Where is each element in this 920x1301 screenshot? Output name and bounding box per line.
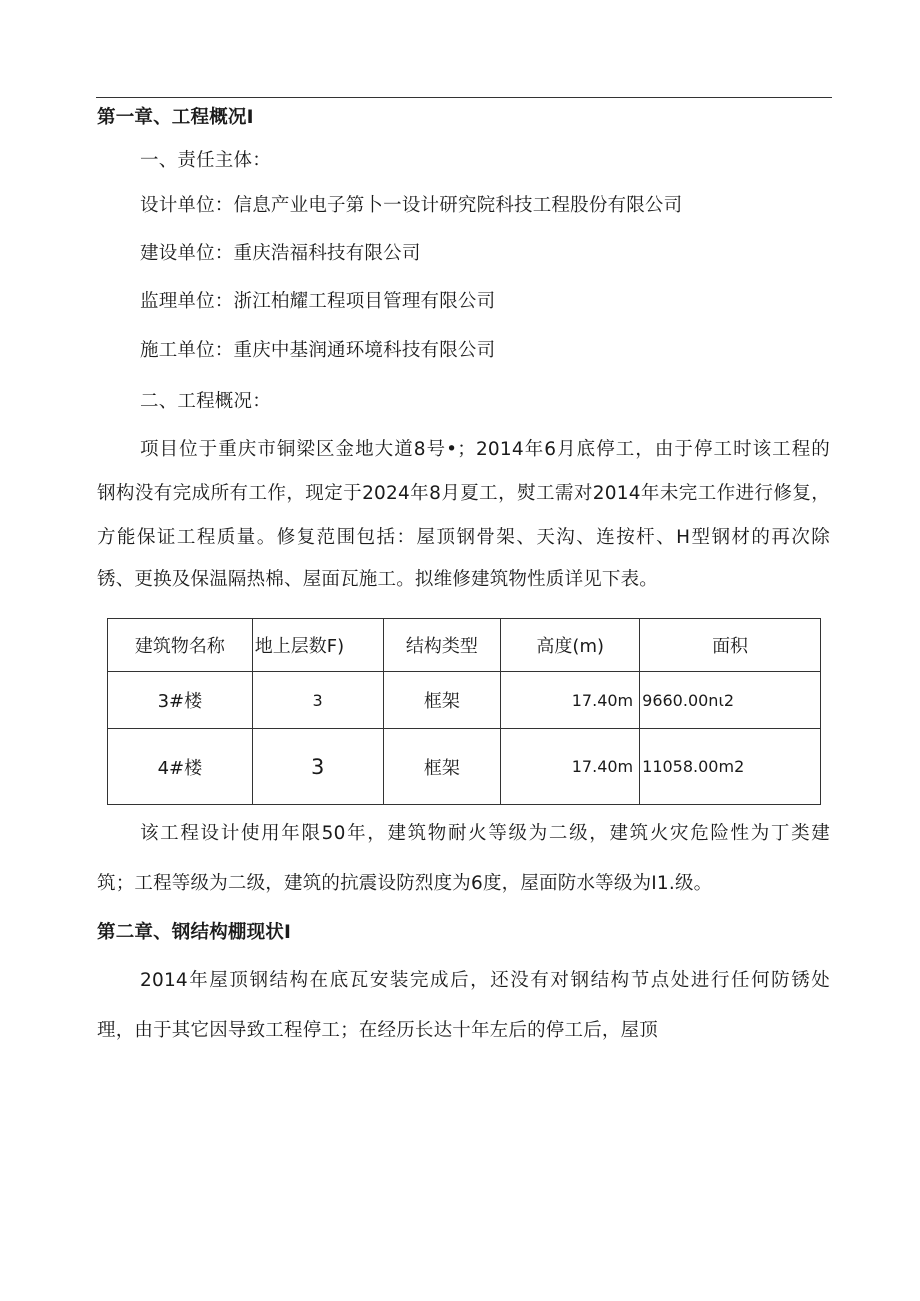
chapter2-title: 第二章、钢结构棚现状I [97,922,292,943]
unit-label: 设计单位： [140,195,234,216]
header-rule [96,97,832,98]
building-name-cell: 4#楼 [108,729,253,805]
unit-value: 重庆浩福科技有限公司 [233,243,421,264]
table-row [108,672,821,729]
height-cell: 17.40m [501,729,640,805]
height-cell: 17.40m [501,672,640,729]
header-cell: 建筑物名称 [108,619,253,672]
unit-value: 信息产业电子第卜一设计研究院科技工程股份有限公司 [233,195,683,216]
overview-line: 方能保证工程质量。修复范围包括：屋顶钢骨架、天沟、连按杆、H型钢材的再次除 [97,527,830,548]
building-table [107,618,821,805]
header-cell: 结构类型 [383,619,501,672]
unit-design [140,194,682,218]
unit-value: 重庆中基润通环境科技有限公司 [233,340,496,361]
unit-value: 浙江柏耀工程项目管理有限公司 [233,291,496,312]
unit-supervisor [140,290,495,314]
structure-cell: 框架 [383,729,501,805]
header-cell: 地上层数F) [252,619,383,672]
table-row [108,729,821,805]
chapter1-title: 第一章、工程概况I [97,107,254,128]
table-header-row [108,619,821,672]
status-line: 2014年屋顶钢结构在底瓦安装完成后，还没有对钢结构节点处进行任何防锈处 [140,970,830,991]
unit-owner [140,242,421,266]
overview-line: 锈、更换及保温隔热棉、屋面瓦施工。拟维修建筑物性质详见下表。 [97,569,659,590]
unit-label: 施工单位： [140,340,234,361]
floors-cell: 3 [252,672,383,729]
section-overview: 二、工程概况： [140,391,271,412]
floors-cell: 3 [252,729,383,805]
unit-label: 监理单位： [140,291,234,312]
building-name-cell: 3#楼 [108,672,253,729]
design-life-line: 该工程设计使用年限50年，建筑物耐火等级为二级，建筑火灾危险性为丁类建 [140,823,830,844]
header-cell: 面积 [640,619,821,672]
design-life-line: 筑；工程等级为二级，建筑的抗震设防烈度为6度，屋面防水等级为I1.级。 [97,873,713,894]
unit-contractor [140,339,495,363]
unit-label: 建设单位： [140,243,234,264]
section-responsible-parties: 一、责任主体： [140,150,271,171]
overview-line: 钢构没有完成所有工作，现定于2024年8月夏工，熨工需对2014年未完工作进行修复， [97,483,830,504]
area-cell: 9660.00nι2 [640,672,821,729]
overview-line: 项目位于重庆市铜梁区金地大道8号•；2014年6月底停工，由于停工时该工程的 [140,439,830,460]
header-cell: 高度(m) [501,619,640,672]
status-line: 理，由于其它因导致工程停工；在经历长达十年左后的停工后，屋顶 [97,1020,659,1041]
structure-cell: 框架 [383,672,501,729]
area-cell: 11058.00m2 [640,729,821,805]
